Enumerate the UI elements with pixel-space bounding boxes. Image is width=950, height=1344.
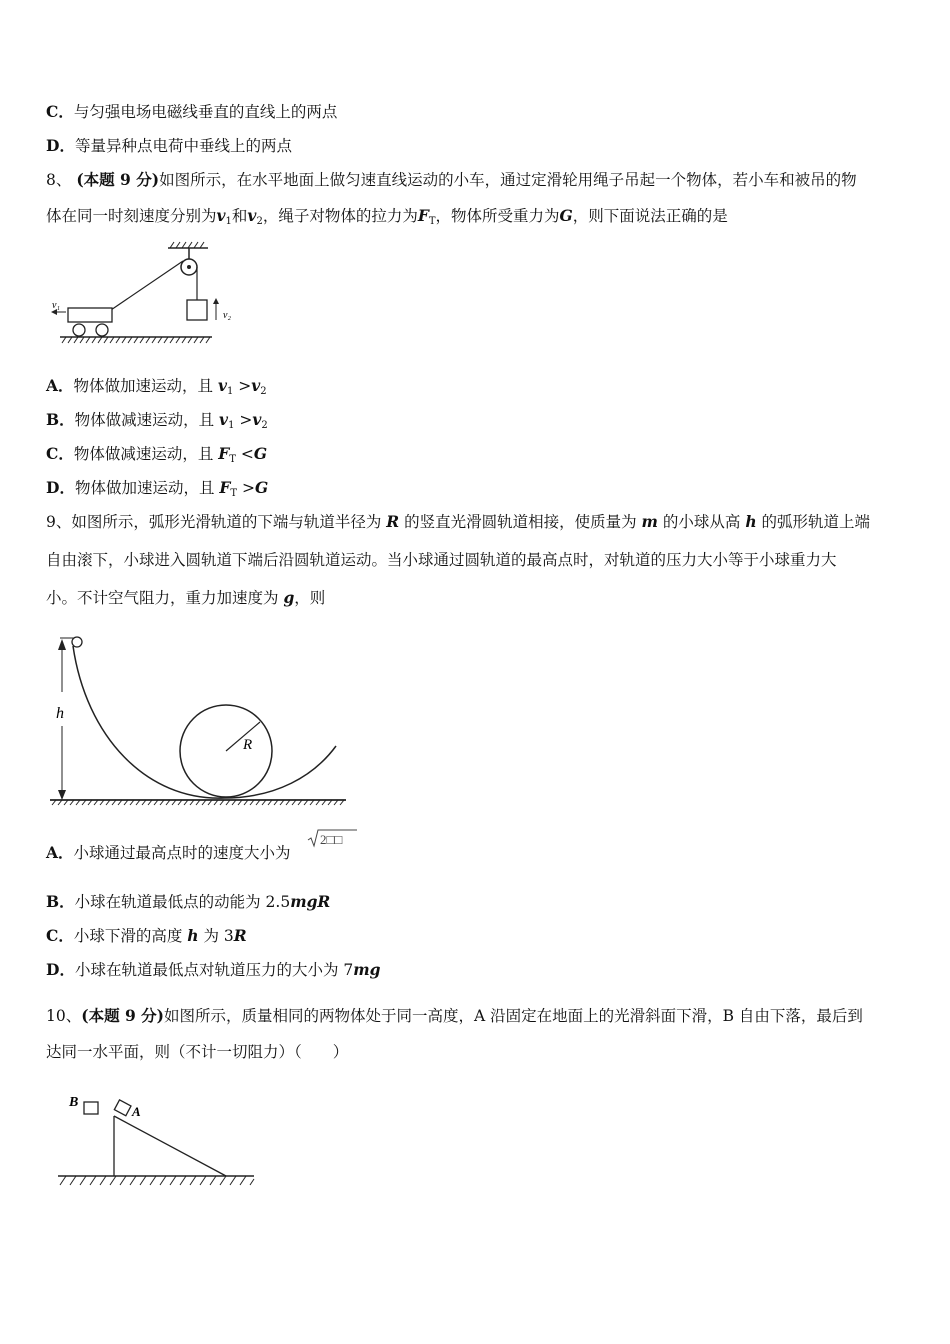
label-v1: v₁ bbox=[52, 300, 60, 311]
q9-option-a: A．小球通过最高点时的速度大小为 bbox=[46, 843, 291, 862]
q8-option-d: D．物体做加速运动，且 $F_T >G$ bbox=[46, 478, 269, 499]
q8-option-a: A．物体做加速运动，且 $v_1 >v_2$ bbox=[46, 376, 267, 397]
option-label: C． bbox=[46, 102, 74, 121]
q10-figure-incline bbox=[56, 1090, 260, 1192]
label-h: h bbox=[56, 705, 64, 722]
q10-stem-line1: 10、(本题 9 分)如图所示，质量相同的两物体处于同一高度，A 沿固定在地面上的光滑斜面下滑，B 自由下落，最后到 bbox=[46, 1006, 863, 1025]
label-A: A bbox=[132, 1104, 141, 1119]
q8-option-b: B．物体做减速运动，且 $v_1 >v_2$ bbox=[46, 410, 268, 431]
q9-option-a-sqrt-expression bbox=[307, 828, 359, 850]
q9-option-c: C．小球下滑的高度 h 为 3R bbox=[46, 926, 247, 945]
q8-figure-cart-pulley bbox=[46, 236, 256, 348]
label-R: R bbox=[243, 737, 253, 753]
q8-stem-line1: 8、 (本题 9 分)如图所示，在水平地面上做匀速直线运动的小车，通过定滑轮用绳子吊起一个物体，若小车和被吊的物 bbox=[46, 170, 857, 189]
q9-stem-line2: 自由滚下，小球进入圆轨道下端后沿圆轨道运动。当小球通过圆轨道的最高点时，对轨道的压力大小等于小球重力大 bbox=[46, 551, 837, 569]
option-label: D． bbox=[46, 136, 75, 155]
label-B: B bbox=[69, 1095, 79, 1110]
option-text: 与匀强电场电磁线垂直的直线上的两点 bbox=[73, 103, 338, 121]
option-text: 等量异种点电荷中垂线上的两点 bbox=[74, 137, 292, 155]
sqrt-radicand: 2□□ bbox=[320, 832, 343, 847]
q10-stem-line2: 达同一水平面，则（不计一切阻力）（ ） bbox=[46, 1043, 349, 1061]
q8-option-c: C．物体做减速运动，且 $F_T <G$ bbox=[46, 444, 268, 465]
q9-figure-loop-track bbox=[46, 626, 350, 812]
q7-option-d bbox=[46, 136, 908, 156]
q7-option-c bbox=[46, 102, 908, 122]
q9-option-d: D．小球在轨道最低点对轨道压力的大小为 7mg bbox=[46, 960, 381, 979]
q9-option-b: B．小球在轨道最低点的动能为 2.5mgR bbox=[46, 892, 331, 911]
q8-stem-line2: 体在同一时刻速度分别为$v_1$和$v_2$，绳子对物体的拉力为$F_T$，物体所受重力为G，则下面说法正确的是 bbox=[46, 206, 728, 227]
q9-stem-line3: 小。不计空气阻力，重力加速度为 g，则 bbox=[46, 588, 326, 607]
q9-stem-line1: 9、如图所示，弧形光滑轨道的下端与轨道半径为 R 的竖直光滑圆轨道相接，使质量为 m 的小球从高 h 的弧形轨道上端 bbox=[46, 512, 871, 531]
label-v2: v₂ bbox=[223, 310, 231, 321]
